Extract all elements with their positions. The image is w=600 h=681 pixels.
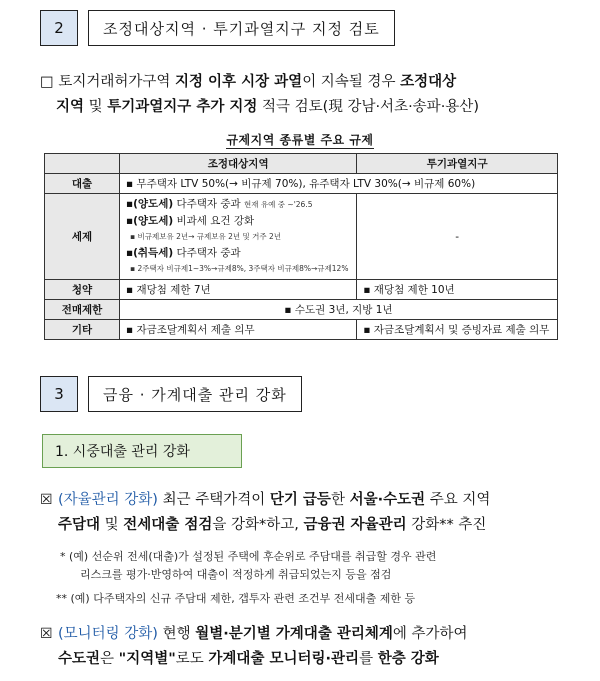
item-self-management: ☒ (자율관리 강화) 최근 주택가격이 단기 급등한 서울·수도권 주요 지역 주담대 및 전세대출 점검을 강화*하고, 금융권 자율관리 강화** 추진 [40, 488, 580, 538]
footnote-2: ** (예) 다주택자의 신규 주담대 제한, 갭투자 관련 조건부 전세대출 제한 등 [56, 592, 416, 605]
checkbox-icon: ☒ [40, 492, 53, 508]
table-row-etc: 기타 ▪ 자금조달계획서 제출 의무 ▪ 자금조달계획서 및 증빙자료 제출 의무 [45, 320, 558, 340]
table-row-subscription: 청약 ▪ 재당첨 제한 7년 ▪ 재당첨 제한 10년 [45, 280, 558, 300]
section-3-header [40, 376, 302, 412]
square-bullet-icon: □ [40, 74, 54, 90]
section-number: 3 [40, 376, 78, 412]
table-title: 규제지역 종류별 주요 규제 [226, 133, 374, 147]
regulation-table [44, 153, 558, 340]
table-header-row [45, 154, 558, 174]
item-monitoring: ☒ (모니터링 강화) 현행 월별·분기별 가계대출 관리체계에 추가하여 수도권은 "지역별"로도 가계대출 모니터링·관리를 한층 강화 [40, 622, 580, 672]
section-2-header [40, 10, 395, 46]
table-row-loan: 대출 ▪ 무주택자 LTV 50%(→ 비규제 70%), 유주택자 LTV 30%(→ 비규제 60%) [45, 174, 558, 194]
footnote-1: * (예) 선순위 전세(대출)가 설정된 주택에 후순위로 주담대를 취급할 경우 관련 리스크를 평가·반영하여 대출이 적정하게 취급되었는지 등을 점검 [60, 550, 437, 581]
column-header-adjusted-area: 조정대상지역 [120, 154, 357, 174]
checkbox-icon: ☒ [40, 626, 53, 642]
tax-detail: ▪(양도세) 다주택자 중과 현재 유예 중 ~'26.5 ▪(양도세) 비과세 요건 강화 ▪ 비규제보유 2년→ 규제보유 2년 및 거주 2년 ▪(취득세) 다주택자 중과 ▪ 2주택자 비규제1~3%→규제8%, 3주택자 비규제8%→규제12% [120, 194, 357, 280]
column-header-speculation-district: 투기과열지구 [357, 154, 558, 174]
section-title: 금융 · 가계대출 관리 강화 [88, 376, 302, 412]
paragraph-designation-review: □ 토지거래허가구역 지정 이후 시장 과열이 지속될 경우 조정대상 지역 및 투기과열지구 추가 지정 적극 검토(現 강남·서초·송파·용산) [40, 74, 479, 115]
table-row-resale: 전매제한 ▪ 수도권 3년, 지방 1년 [45, 300, 558, 320]
subsection-title: 1. 시중대출 관리 강화 [42, 434, 242, 468]
table-row-tax: 세제 ▪(양도세) 다주택자 중과 현재 유예 중 ~'26.5 ▪(양도세) 비과세 요건 강화 ▪ 비규제보유 2년→ 규제보유 2년 및 거주 2년 ▪(취득세) 다주택자 중과 ▪ 2주택자 비규제1~3%→규제8%, 3주택자 비규제8%→규제12% - [45, 194, 558, 280]
section-number: 2 [40, 10, 78, 46]
section-title: 조정대상지역 · 투기과열지구 지정 검토 [88, 10, 395, 46]
